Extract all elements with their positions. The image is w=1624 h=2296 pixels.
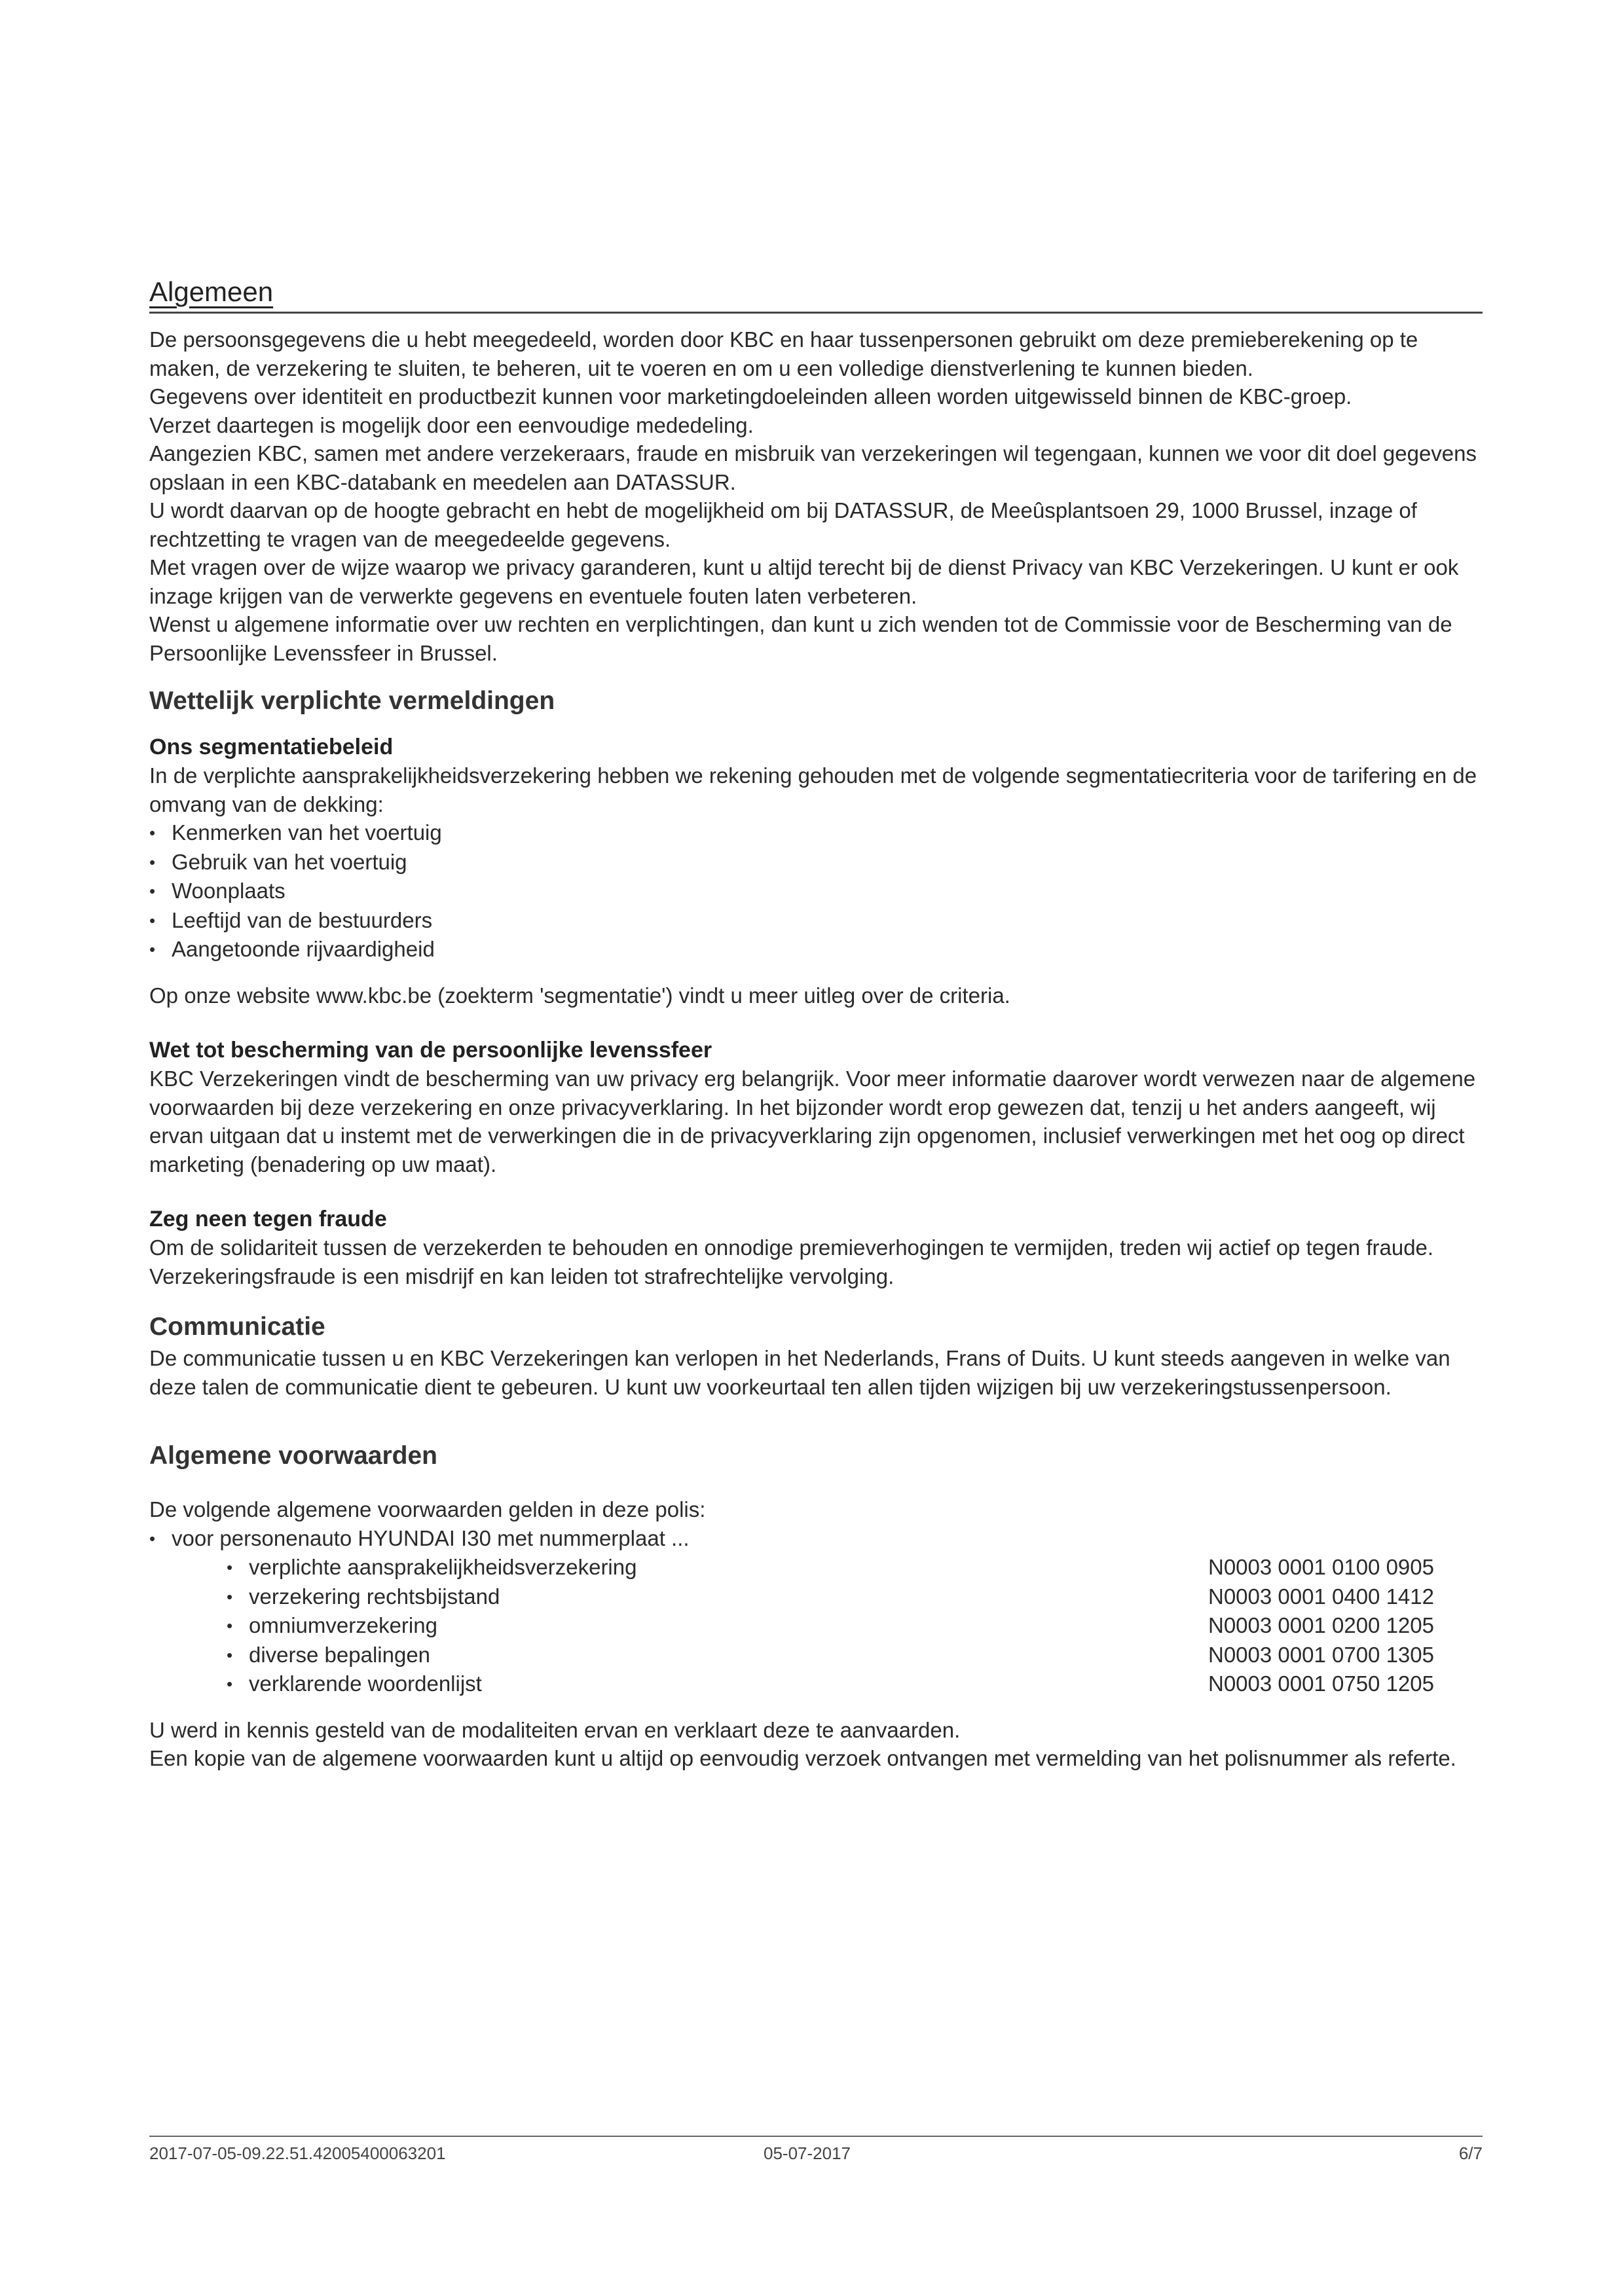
- condition-code: N0003 0001 0400 1412: [1208, 1584, 1434, 1609]
- subheading-segmentatie: Ons segmentatiebeleid: [149, 735, 394, 759]
- segmentatie-website-note: Op onze website www.kbc.be (zoekterm 'segmentatie') vindt u meer uitleg over de criteria.: [149, 983, 1010, 1008]
- condition-label: • verplichte aansprakelijkheidsverzekering: [149, 1553, 637, 1582]
- section-heading-voorwaarden: Algemene voorwaarden: [149, 1442, 437, 1470]
- voorwaarden-intro: De volgende algemene voorwaarden gelden in deze polis:: [149, 1497, 706, 1522]
- communicatie-text: De communicatie tussen u en KBC Verzekeringen kan verlopen in het Nederlands, Frans of Duits. U kunt steeds aangeven in welke van deze talen de communicatie dient te gebeuren. U kunt uw voorkeurtaal ten allen tijden wijzigen bij uw verzekeringstussenpersoon.: [149, 1346, 1450, 1399]
- condition-code: N0003 0001 0700 1305: [1208, 1642, 1434, 1667]
- vehicle-list: [149, 1524, 1483, 1554]
- footer-reference: 2017-07-05-09.22.51.42005400063201: [149, 2143, 446, 2163]
- voorwaarden-outro: Een kopie van de algemene voorwaarden kunt u altijd op eenvoudig verzoek ontvangen met vermelding van het polisnummer als referte.: [149, 1746, 1456, 1770]
- paragraph: Gegevens over identiteit en productbezit kunnen voor marketingdoeleinden alleen worden uitgewisseld binnen de KBC-groep.: [149, 384, 1352, 409]
- subheading-fraude: Zeg neen tegen fraude: [149, 1207, 387, 1231]
- condition-label: • verklarende woordenlijst: [149, 1669, 482, 1699]
- segmentatie-intro: In de verplichte aansprakelijkheidsverzekering hebben we rekening gehouden met de volgende segmentatiecriteria voor de tarifering en de omvang van de dekking:: [149, 763, 1477, 816]
- fraude-text: Om de solidariteit tussen de verzekerden te behouden en onnodige premieverhogingen te vermijden, treden wij actief op tegen fraude. Verzekeringsfraude is een misdrijf en kan leiden tot strafrechtelijke vervolging.: [149, 1235, 1434, 1288]
- segmentatie-criteria-list: [149, 818, 1483, 964]
- list-item: • Leeftijd van de bestuurders: [149, 906, 1483, 936]
- paragraph: Aangezien KBC, samen met andere verzekeraars, fraude en misbruik van verzekeringen wil tegengaan, kunnen we voor dit doel gegevens opslaan in een KBC-databank en meedelen aan DATASSUR.: [149, 441, 1477, 494]
- section-heading-algemeen: Algemeen: [149, 275, 1483, 314]
- vehicle-line: • voor personenauto HYUNDAI I30 met nummerplaat ...: [149, 1524, 1483, 1554]
- condition-code: N0003 0001 0100 0905: [1208, 1555, 1434, 1579]
- paragraph: Wenst u algemene informatie over uw rechten en verplichtingen, dan kunt u zich wenden tot de Commissie voor de Bescherming van de Persoonlijke Levenssfeer in Brussel.: [149, 612, 1452, 665]
- list-item: • Woonplaats: [149, 877, 1483, 906]
- paragraph: De persoonsgegevens die u hebt meegedeeld, worden door KBC en haar tussenpersonen gebruikt om deze premieberekening op te maken, de verzekering te sluiten, te beheren, uit te voeren en om u een volledige dienstverlening te kunnen bieden.: [149, 327, 1418, 380]
- footer-page-number: 6/7: [1458, 2143, 1483, 2163]
- table-row: [149, 1669, 1434, 1699]
- table-row: [149, 1582, 1434, 1612]
- list-item: • Kenmerken van het voertuig: [149, 818, 1483, 848]
- section-heading-communicatie: Communicatie: [149, 1313, 325, 1341]
- subheading-privacy: Wet tot bescherming van de persoonlijke levenssfeer: [149, 1038, 712, 1063]
- condition-label: • omniumverzekering: [149, 1611, 437, 1641]
- list-item: • Aangetoonde rijvaardigheid: [149, 935, 1483, 964]
- section-heading-wettelijk: Wettelijk verplichte vermeldingen: [149, 687, 555, 715]
- page-footer: [149, 2136, 1483, 2164]
- privacy-text: KBC Verzekeringen vindt de bescherming van uw privacy erg belangrijk. Voor meer informatie daarover wordt verwezen naar de algemene voorwaarden bij deze verzekering en onze privacyverklaring. In het bijzonder wordt erop gewezen dat, tenzij u het anders aangeeft, wij ervan uitgaan dat u instemt met de verwerkingen die in de privacyverklaring zijn opgenomen, inclusief verwerkingen met het oog op direct marketing (benadering op uw maat).: [149, 1066, 1476, 1176]
- table-row: [149, 1641, 1434, 1670]
- paragraph: Met vragen over de wijze waarop we privacy garanderen, kunt u altijd terecht bij de dienst Privacy van KBC Verzekeringen. U kunt er ook inzage krijgen van de verwerkte gegevens en eventuele fouten laten verbeteren.: [149, 555, 1459, 608]
- footer-date: 05-07-2017: [764, 2143, 851, 2163]
- document-body: [149, 275, 1483, 1773]
- paragraph: U wordt daarvan op de hoogte gebracht en hebt de mogelijkheid om bij DATASSUR, de Meeûsplantsoen 29, 1000 Brussel, inzage of rechtzetting te vragen van de meegedeelde gegevens.: [149, 498, 1417, 551]
- table-row: [149, 1553, 1434, 1582]
- condition-code: N0003 0001 0200 1205: [1208, 1613, 1434, 1637]
- algemeen-text: [149, 325, 1483, 667]
- conditions-table: [149, 1553, 1483, 1699]
- condition-label: • diverse bepalingen: [149, 1641, 430, 1670]
- list-item: • Gebruik van het voertuig: [149, 848, 1483, 877]
- table-row: [149, 1611, 1434, 1641]
- voorwaarden-outro: U werd in kennis gesteld van de modaliteiten ervan en verklaart deze te aanvaarden.: [149, 1717, 961, 1742]
- condition-label: • verzekering rechtsbijstand: [149, 1582, 500, 1612]
- paragraph: Verzet daartegen is mogelijk door een eenvoudige mededeling.: [149, 412, 754, 437]
- condition-code: N0003 0001 0750 1205: [1208, 1671, 1434, 1696]
